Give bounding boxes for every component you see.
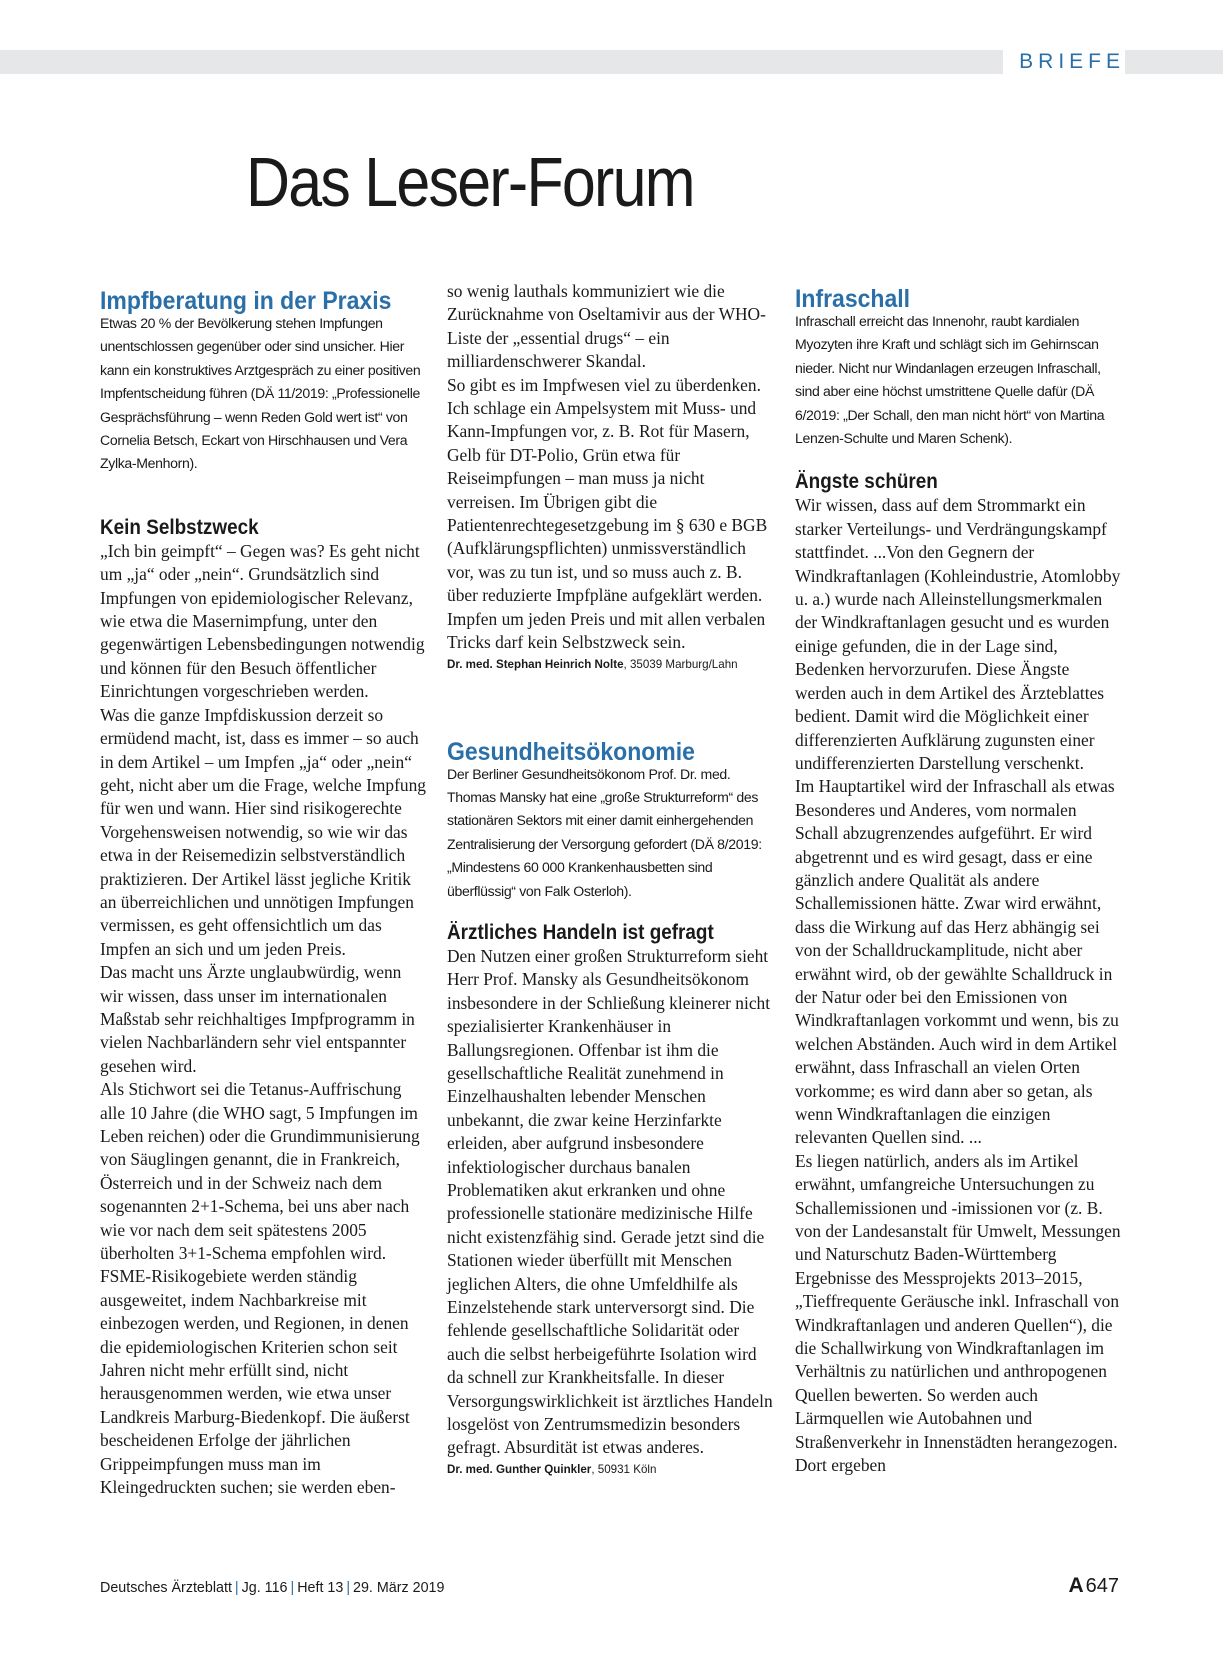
signature-name: Dr. med. Gunther Quinkler <box>447 1462 592 1476</box>
column-2 <box>447 281 775 1480</box>
divider: | <box>290 1580 295 1596</box>
article-intro: Infraschall erreicht das Innenohr, raubt kardialen Myozyten ihre Kraft und schlägt sich im Gehirnscan nieder. Nicht nur Windanlagen erzeugen Infraschall, sind aber eine höchst umstrittene Quelle dafür (DÄ 6/2019: „Der Schall, den man nicht hört“ von Martina Lenzen-Schulte und Maren Schenk). <box>795 313 1105 447</box>
signature-name: Dr. med. Stephan Heinrich Nolte <box>447 657 624 671</box>
letter-subheading: Kein Selbstzweck <box>100 515 259 539</box>
article-intro: Etwas 20 % der Bevölkerung stehen Impfungen unentschlossen gegenüber oder sind unsicher. Hier kann ein konstruktives Arztgespräch zu einer positiven Impfentscheidung führen (DÄ 11/2019: „Professionelle Gesprächsführung – wenn Reden Gold wert ist“ von Cornelia Betsch, Eckart von Hirschhausen und Vera Zylka-Menhorn). <box>100 315 421 472</box>
paragraph: Wir wissen, dass auf dem Strommarkt ein starker Verteilungs- und Verdrängungskampf stattfindet. ...Von den Gegnern der Windkraftanlagen (Kohleindustrie, Atomlobby u. a.) wurde nach Alleinstellungsmerkmalen der Windkraftanlagen gesucht und es wurden einige gefunden, die in der Lage sind, Bedenken hervorzurufen. Diese Ängste werden auch in dem Artikel des Ärzteblattes bedient. Damit wird die Möglichkeit einer differenzierten Aufklärung zugunsten einer undifferenzierten Darstellung verschenkt. <box>795 495 1121 773</box>
footer-citation <box>100 1580 444 1596</box>
page-number <box>1068 1574 1119 1598</box>
journal-name: Deutsches Ärzteblatt <box>100 1580 232 1596</box>
letter-body <box>447 280 775 655</box>
volume: Jg. 116 <box>241 1580 288 1596</box>
issue-date: 29. März 2019 <box>353 1580 445 1596</box>
paragraph: So gibt es im Impfwesen viel zu überdenken. Ich schlage ein Ampelsystem mit Muss- und Kann-Impfungen vor, z. B. Rot für Masern, Gelb für DT-Polio, Grün etwa für Reiseimpfungen – man muss ja nicht verreisen. Im Übrigen gibt die Patientenrechtegesetzgebung im § 630 e BGB (Aufklärungspflichten) unmissverständlich vor, was zu tun ist, und so muss auch z. B. über reduzierte Impfpläne aufgeklärt werden. Impfen um jeden Preis und mit allen verbalen Tricks darf kein Selbstzweck sein. <box>447 374 768 653</box>
paragraph: Im Hauptartikel wird der Infraschall als etwas Besonderes und Anderes, vom normalen Schall abzugrenzendes aufgeführt. Er wird abgetrennt und es wird gesagt, dass er eine gänzlich andere Qualität als andere Schallemissionen hätte. Zwar wird erwähnt, dass die Wirkung auf das Herz abhängig sei von der Schalldruckamplitude, nicht aber erwähnt wird, ob der gewählte Schalldruck in der Natur oder bei den Emissionen von Windkraftanlagen vorkommt und wenn, bis zu welchen Abständen. Auch wird in dem Artikel erwähnt, dass Infraschall an vielen Orten vorkomme; es wird dann aber so getan, als wenn Windkraftanlagen die einzigen relevanten Quellen sind. ... <box>795 776 1119 1148</box>
page-number-value: 647 <box>1085 1575 1119 1597</box>
paragraph: Es liegen natürlich, anders als im Artikel erwähnt, umfangreiche Untersuchungen zu Schallemissionen und -imissionen vor (z. B. von der Landesanstalt für Umwelt, Messungen und Naturschutz Baden-Württemberg Ergebnisse des Messprojekts 2013–2015, „Tieffrequente Geräusche inkl. Infraschall von Windkraftanlagen und anderen Quellen“), die die Schallwirkung von Windkraftanlagen im Verhältnis zu natürlichen und anthropogenen Quellen bewerten. So werden auch Lärmquellen wie Autobahnen und Straßenverkehr in Innenstädten herangezogen. Dort ergeben <box>795 1150 1121 1476</box>
article-heading: Impfberatung in der Praxis <box>100 287 392 315</box>
letter-signature <box>447 1460 775 1480</box>
letter-subheading: Ärztliches Handeln ist gefragt <box>447 920 714 944</box>
page-prefix: A <box>1068 1574 1084 1597</box>
paragraph: Das macht uns Ärzte unglaubwürdig, wenn wir wissen, dass unser im internationalen Maßstab sehr reichhaltiges Impfprogramm in vielen Nachbarländern sehr viel entspannter gesehen wird. <box>100 962 415 1076</box>
signature-place: , 50931 Köln <box>591 1462 657 1476</box>
letter-body <box>100 540 428 1500</box>
paragraph: Den Nutzen einer großen Strukturreform sieht Herr Prof. Mansky als Gesundheitsökonom insbesondere in der Schließung kleinerer nicht spezialisierter Krankenhäuser in Ballungsregionen. Offenbar ist ihm die gesellschaftliche Realität zunehmend in Einzelhaushalten lebender Menschen unbekannt, die zwar keine Herzinfarkte erleiden, aber aufgrund insbesondere infektiologischer durchaus banalen Problematiken akut erkranken und ohne professionelle stationäre medizinische Hilfe nicht existenzfähig sind. Gerade jetzt sind die Stationen wieder überfüllt mit Menschen jeglichen Alters, die ohne Umfeldhilfe als Einzelstehende stark unterversorgt sind. Die fehlende gesellschaftliche Solidarität oder auch die selbst herbeigeführte Isolation wird da schnell zur Krankheitsfalle. In dieser Versorgungswirklichkeit ist ärztliches Handeln losgelöst von Zentrumsmedizin besonders gefragt. Absurdität ist etwas anderes. <box>447 945 773 1458</box>
article-heading: Infraschall <box>795 285 911 313</box>
paragraph: so wenig lauthals kommuniziert wie die Zurücknahme von Oseltamivir aus der WHO-Liste der „essential drugs“ – ein milliardenschwerer Skandal. <box>447 281 766 372</box>
page-title: Das Leser-Forum <box>246 143 694 221</box>
letter-body <box>795 494 1123 1477</box>
paragraph: Was die ganze Impfdiskussion derzeit so ermüdend macht, ist, dass es immer – so auch in dem Artikel – um Impfen „ja“ oder „nein“ geht, nicht aber um die Frage, welche Impfung für wen und wann. Hier sind risikogerechte Vorgehensweisen notwendig, so wie wir das etwa in der Reisemedizin selbstverständlich praktizieren. Der Artikel lässt jegliche Kritik an überreichlichen und unnötigen Impfungen vermissen, es geht offensichtlich um das Impfen an sich und um jeden Preis. <box>100 704 426 959</box>
article-intro: Der Berliner Gesundheitsökonom Prof. Dr. med. Thomas Mansky hat eine „große Strukturreform“ des stationären Sektors mit einer damit einhergehenden Zentralisierung der Versorgung gefordert (DÄ 8/2019: „Mindestens 60 000 Krankenhausbetten sind überflüssig“ von Falk Osterloh). <box>447 765 762 899</box>
letter-signature <box>447 655 775 675</box>
letter-subheading: Ängste schüren <box>795 470 938 494</box>
letter-body <box>447 945 775 1460</box>
paragraph: „Ich bin geimpft“ – Gegen was? Es geht nicht um „ja“ oder „nein“. Grundsätzlich sind Impfungen von epidemiologischer Relevanz, wie etwa die Masernimpfung, unter den gegenwärtigen Lebensbedingungen notwendig und können für den Besuch öffentlicher Einrichtungen vorgeschrieben werden. <box>100 540 425 702</box>
divider: | <box>234 1580 239 1596</box>
paragraph: Als Stichwort sei die Tetanus-Auffrischung alle 10 Jahre (die WHO sagt, 5 Impfungen im Leben reichen) oder die Grundimmunisierung von Säuglingen genannt, die in Frankreich, Österreich und in der Schweiz nach dem sogenannten 2+1-Schema, bei uns aber nach wie vor nach dem seit spätestens 2005 überholten 3+1-Schema empfohlen wird. FSME-Risikogebiete werden ständig ausgeweitet, indem Nachbarkreise mit einbezogen werden, und Regionen, in denen die epidemiologischen Kriterien schon seit Jahren nicht mehr erfüllt sind, nicht herausgenommen werden, wie etwa unser Landkreis Marburg-Biedenkopf. Die äußerst bescheidenen Erfolge der jährlichen Grippeimpfungen muss man im Kleingedruckten suchen; sie werden eben- <box>100 1079 420 1498</box>
section-label: BRIEFE <box>1003 50 1125 74</box>
article-heading: Gesundheitsökonomie <box>447 737 695 766</box>
divider: | <box>346 1580 351 1596</box>
column-3 <box>795 285 1123 1478</box>
issue: Heft 13 <box>297 1580 344 1596</box>
signature-place: , 35039 Marburg/Lahn <box>623 657 738 671</box>
column-1 <box>100 286 428 1500</box>
